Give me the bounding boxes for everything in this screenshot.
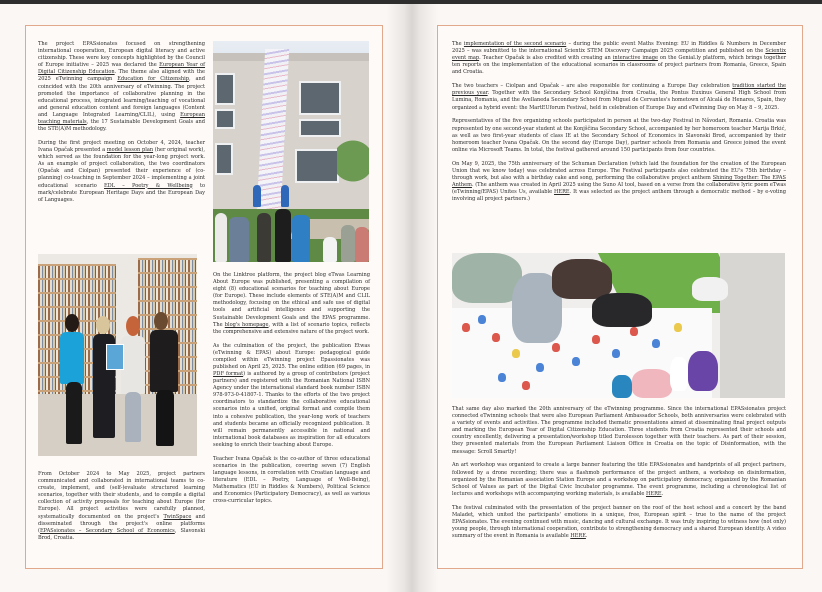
student (592, 293, 652, 327)
person-white-blazer (121, 336, 145, 394)
handprint (498, 373, 506, 382)
tree (337, 129, 369, 209)
handprint (462, 323, 470, 332)
link-pdf-format[interactable]: PDF format (213, 371, 244, 378)
student (688, 351, 718, 391)
window (299, 81, 341, 115)
student (632, 369, 672, 398)
window (215, 143, 233, 175)
left-col2-text (213, 272, 370, 512)
handprint (674, 323, 682, 332)
link-blog-homepage[interactable]: blog's homepage (224, 321, 269, 328)
handprint (512, 349, 520, 358)
link-interactive-image[interactable]: interactive image (612, 55, 658, 62)
student (612, 375, 632, 398)
paragraph-art-workshop: An art workshop was organized to create a large banner featuring the title EPASsionates and handprints of all project partners, followed by a drone recording; there was a flashmob performance of the project anthem, a workshop on disinformation, organized by the Romanian association Station Europe and a workshop on participatory democracy, organized by the Romanian School of Values as part of the Digital Civic Incubator programme. The event programme, including a chronological list of lectures and workshops with accompanying working materials, is available HERE. (452, 462, 786, 497)
photo-teachers-in-library (38, 254, 197, 456)
window (215, 109, 235, 129)
person (292, 215, 310, 262)
link-european-teaching-materials[interactable]: European teaching materials (38, 111, 205, 126)
right-bottom-text (452, 406, 786, 547)
student (552, 259, 612, 299)
link-education-for-citizenship[interactable]: Education for Citizenship (117, 76, 189, 83)
held-publication (106, 344, 124, 370)
link-epas-anthem[interactable]: Shining Together: The EPAS Anthem (452, 174, 786, 188)
paragraph-schuman-anniversary: On May 9, 2025, the 75th anniversary of the Schuman Declaration (which laid the foundation for the creation of the European Union that we know today) was celebrated across Europe. The Festival participants also celebrated the EU's 75th birthday – through work, but also with a birthday cake and song, performing the collaborative project anthem Shining Together: The EPAS Anthem. (The anthem was created in April 2025 using the Suno AI tool, based on a verse from the collaborative lyric poem eTwas (eTwinning/EPAS) Unites Us, available HERE. It was selected as the project anthem through a democratic method – by e-voting involving all project partners.) (452, 160, 786, 203)
link-here-event-programme[interactable]: HERE (646, 490, 662, 497)
link-epassionates-school[interactable]: EPASsionates – Secondary School of Economics (39, 527, 175, 534)
handprint (572, 357, 580, 366)
handprint (552, 343, 560, 352)
photo-handprint-banner-workshop (452, 253, 785, 398)
wall (720, 253, 785, 398)
handprint (630, 327, 638, 336)
person (341, 225, 355, 262)
person (215, 213, 227, 262)
window (299, 119, 341, 137)
person-head (126, 316, 140, 336)
person (229, 217, 249, 262)
photo-banner-on-building (213, 41, 369, 262)
person (257, 213, 271, 262)
window (215, 73, 235, 105)
person (355, 227, 369, 262)
handprint (536, 363, 544, 372)
student (670, 357, 688, 391)
person-legs (66, 382, 82, 444)
link-edl-poetry-wellbeing[interactable]: EDL – Poetry & Wellbeing (104, 182, 193, 189)
link-second-scenario[interactable]: implementation of the second scenario (463, 41, 567, 47)
person-blue-top (60, 332, 84, 384)
student (692, 277, 728, 301)
person-patterned-jacket (150, 330, 178, 392)
link-tradition-previous-year[interactable]: tradition started the previous year (452, 83, 786, 97)
person (275, 209, 291, 262)
left-col1-bottom-text (38, 471, 205, 549)
handprint (492, 333, 500, 342)
link-here-video-summary[interactable]: HERE (570, 533, 586, 540)
paragraph-festival-representatives: Representatives of the five organizing schools participated in person at the two-day Festival in Năvodari, Romania. Croatia was represented by one second-year student at the Konjščina Secondary School, accompanied by her homeroom teacher Marija Brkić, as well as two first-year students of class IE at the Secondary School of Economics in Slavonski Brod, accompanied by their homeroom teacher Ivana Opačak. On the second day (Europe Day), partner schools from Romania and Greece joined the event online via Microsoft Teams. In total, the festival gathered around 150 participants from four countries. (452, 118, 786, 153)
paragraph-coauthor: Teacher Ivana Opačak is the co-author of three educational scenarios in the publication, covering seven (7) English language lessons, in correlation with Croatian language and literature (EDL – Poetry, Language of Well-Being), Mathematics (EU in Riddles & Numbers), Political Science and Economics (Participatory Democracy), as well as various cross-curricular topics. (213, 455, 370, 505)
paragraph-festival-culmination: The festival culminated with the presentation of the project banner on the roof of the host school and a concert by the band Maladeț, which united the participants' emotions in a unique, free, European spirit – true to the name of the project EPASsionates. The evening continued with music, dancing and cultural exchange. It was truly inspiring to witness how (not only) young people, through international cooperation, contribute to strengthening democracy and a shared European identity. A video summary of the event in Romania is available HERE. (452, 504, 786, 540)
paragraph-linktree-blog: On the Linktree platform, the project blog eTwas Learning About Europe was published, presenting a compilation of eight (8) educational scenarios for teaching about Europe (for Europe). These include elements of STE(A)M and CLIL methodology, focusing on the ethical and safe use of digital tools and artificial intelligence and supporting the Sustainable Development Goals and the EPAS programme. The blog's homepage, with a list of scenario topics, reflects the comprehensive and extensive nature of the project work. (213, 272, 371, 335)
handprint (592, 335, 600, 344)
person-head (96, 316, 110, 334)
paragraph-europe-day-tradition: The two teachers – Ciolpan and Opačak – are also responsible for continuing a Europe Day celebration tradition started the previous year. Together with the Secondary School Konjščina from Croatia, the Pontus Euxinus General High School from Lumina, Romania, and the Avellaneda Secondary School from Miguel de Cervantes's hometown of Alcalá de Henares, Spain, they organized a hybrid event: the MartEUforum Festival, held in celebration of Europe Day and eTwinning Day on May 8 – 9, 2025. (452, 83, 786, 111)
handprint (522, 381, 530, 390)
link-here-lyric-poem[interactable]: HERE (554, 189, 570, 196)
handprint (652, 339, 660, 348)
paragraph-publication: As the culmination of the project, the publication Etwas (eTwinning & EPAS) about Europe: pedagogical guide compiled within eTwinning project Epassionates was published on April 25, 2025. The online edition (69 pages, in PDF format) is authored by a group of contributors (project partners) and registered with the Romanian National ISBN Agency under the international standard book number ISBN 978-973-0-41807-1. Thanks to the efforts of the two project coordinators to standardize the collaborative educational scenarios into a unified, original format and compile them into a cohesive publication, the year-long work of teachers and students became an officially recognized publication. It will remain permanently accessible in national and international book databases as inspiration for all educators seeking to enrich their teaching about Europe. (213, 342, 370, 448)
link-twinspace[interactable]: TwinSpace (163, 513, 192, 520)
paragraph-etwinning-anniversary: That same day also marked the 20th anniversary of the eTwinning programme. Since the international EPASsionates project connected eTwinning schools that were also European Parliament Ambassador Schools, both anniversaries were celebrated with a variety of events and activities. The programme included thematic presentations aimed at disseminating final project outputs and marking the European Year of Digital Citizenship Education. Three students from Croatia represented their schools and country excellently, delivering a presentation/workshop titled Eurolesson together with their teachers. As part of their session, they presented materials from the European Parliament Liaison Office in Croatia on the topic of Disinformation, with the message: Scroll Smartly! (452, 406, 786, 455)
person-head (65, 314, 79, 332)
window (295, 149, 339, 183)
person (281, 185, 289, 207)
link-scientix-event-map[interactable]: Scientix event map (452, 48, 786, 62)
person (323, 237, 337, 262)
handprint (478, 315, 486, 324)
left-col1-top-text (38, 41, 205, 211)
handprint (612, 349, 620, 358)
person-legs (156, 390, 174, 446)
paragraph-intro: The project EPASsionates focused on strengthening international cooperation, European digital literacy and active citizenship. These were key concepts highlighted by the Council of Europe initiative – 2025 was declared the European Year of Digital Citizenship Education. The theme also aligned with the 2025 eTwinning campaign Education for Citizenship, and coincided with the 20th anniversary of eTwinning. The project promoted the importance of collaborative planning in the educational process, integrated learning/teaching of vocational and general education content and foreign languages (Content and Language Integrated Learning/CLIL), using European teaching materials, the 17 Sustainable Development Goals and the STE(A)M methodology. (38, 41, 206, 133)
link-european-year-digital-citizenship[interactable]: European Year of Digital Citizenship Education (38, 62, 206, 76)
person (253, 185, 261, 207)
paragraph-collaboration: From October 2024 to May 2025, project partners communicated and collaborated in international teams to co-create, implement, and (self-)evaluate structured learning scenarios, together with their students, and to compile a digital collection of activity proposals for teaching about Europe (for Europe). All project activities were carefully planned, systematically documented on the project's TwinSpace and disseminated through the project's online platforms (EPASsionates – Secondary School of Economics, Slavonski Brod, Croatia. (38, 471, 205, 541)
link-model-lesson-plan[interactable]: model lesson plan (106, 147, 154, 154)
person-legs (125, 392, 141, 442)
paragraph-first-meeting: During the first project meeting on October 4, 2024, teacher Ivana Opačak presented a model lesson plan (her original work), which served as the foundation for the year-long project work. As an example of project collaboration, the two coordinators (Opačak and Ciolpan) presented their experience of (co-planning) co-teaching in September 2024 – implementing a joint educational scenario EDL – Poetry & Wellbeing to mark/celebrate European Heritage Days and the European Day of Languages. (38, 140, 206, 203)
person-head (154, 312, 168, 330)
paragraph-second-scenario: The implementation of the second scenario – during the public event Maths Evening: EU in Riddles & Numbers in December 2025 – was submitted to the international Scientix STEM Discovery Campaign 2025 competition and published on the Scientix event map. Teacher Opačak is also credited with creating an interactive image on the Genial.ly platform, which brings together ten reports on the implementation of the educational scenarios in classrooms of project partners from Romania, Greece, Spain and Croatia. (452, 41, 786, 76)
right-top-text (452, 41, 786, 210)
roofline (213, 53, 369, 61)
